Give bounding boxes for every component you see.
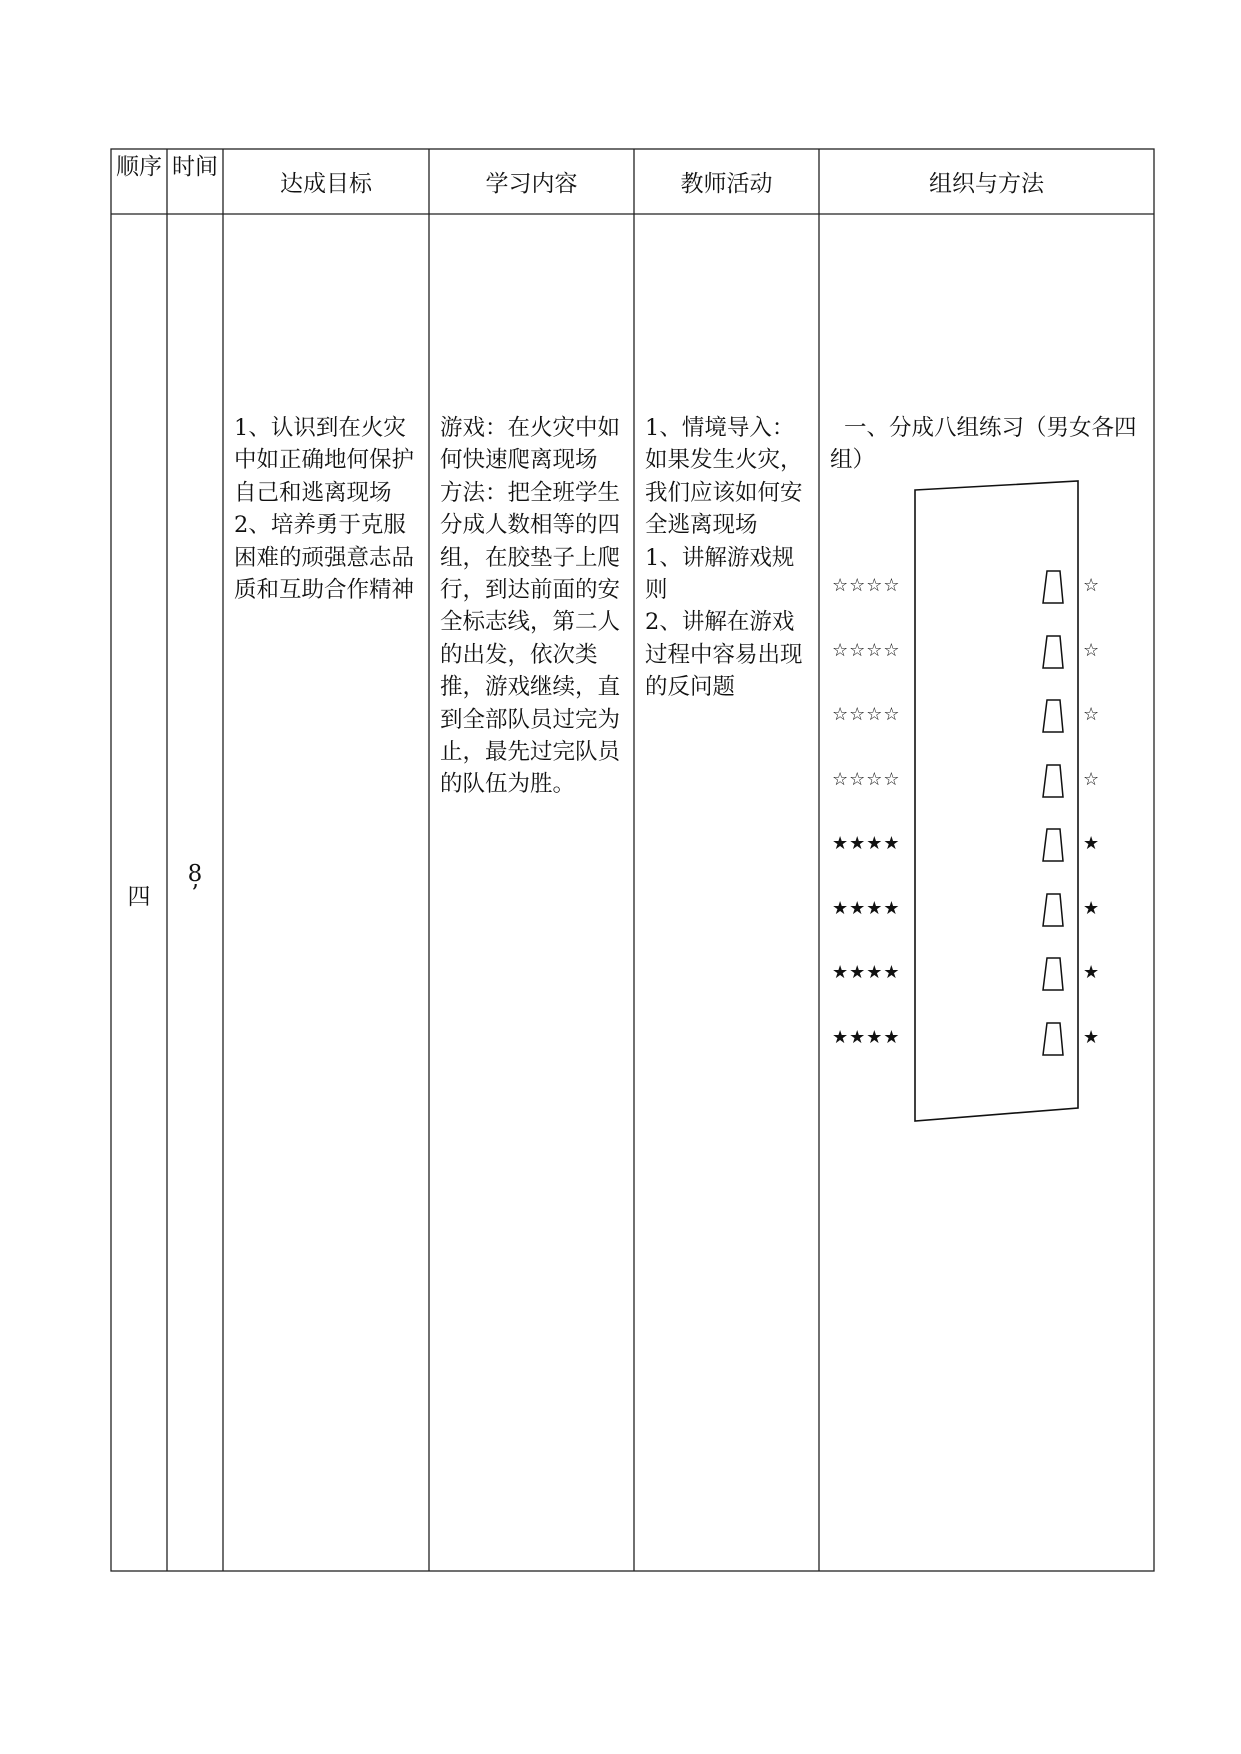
group-stars: ☆☆☆☆: [832, 769, 901, 790]
cone-marker: [1043, 894, 1063, 926]
cone-markers: [1043, 571, 1063, 1055]
row-time: 8 ’: [187, 861, 203, 907]
header-org: 组织与方法: [929, 171, 1044, 197]
group-stars: ★★★★: [832, 898, 901, 919]
row-seq: 四: [127, 884, 151, 910]
cone-marker: [1043, 1023, 1063, 1055]
group-stars: ☆☆☆☆: [832, 575, 901, 596]
row-teacher: 1、情境导入：如果发生火灾，我们应该如何安全逃离现场 1、讲解游戏规则 2、讲解在游戏过程中容易出现的反问题: [645, 415, 803, 701]
group-leader-star: ★: [1083, 833, 1100, 854]
group-leader-star: ☆: [1083, 575, 1100, 596]
group-leader-star: ☆: [1083, 704, 1100, 725]
header-goal: 达成目标: [280, 171, 372, 197]
group-leader-star: ★: [1083, 898, 1100, 919]
cone-marker: [1043, 958, 1063, 990]
group-stars: ☆☆☆☆: [832, 704, 901, 725]
header-seq: 顺序: [116, 154, 162, 180]
cone-marker: [1043, 636, 1063, 668]
cone-marker: [1043, 829, 1063, 861]
group-stars: ★★★★: [832, 962, 901, 983]
row-org-title: 一、分成八组练习（男女各四组）: [830, 415, 1137, 474]
row-content: 游戏：在火灾中如何快速爬离现场 方法：把全班学生分成人数相等的四组，在胶垫子上爬行，到达前面的安全标志线，第二人的出发，依次类推，游戏继续，直到全部队员过完为止，最先过完队员的队伍为胜。: [440, 415, 621, 798]
header-time: 时间: [172, 154, 218, 180]
group-stars: ★★★★: [832, 1027, 901, 1048]
group-leader-star: ★: [1083, 1027, 1100, 1048]
group-stars: ★★★★: [832, 833, 901, 854]
group-leader-star: ☆: [1083, 640, 1100, 661]
cone-marker: [1043, 765, 1063, 797]
header-content: 学习内容: [485, 171, 578, 197]
header-teacher: 教师活动: [680, 171, 773, 197]
row-goal: 1、认识到在火灾中如正确地何保护自己和逃离现场 2、培养勇于克服困难的顽强意志品质和互助合作精神: [234, 415, 415, 604]
cone-marker: [1043, 571, 1063, 603]
cone-marker: [1043, 700, 1063, 732]
group-stars: ☆☆☆☆: [832, 640, 901, 661]
group-leader-star: ☆: [1083, 769, 1100, 790]
field-outline: [915, 481, 1078, 1121]
group-leader-star: ★: [1083, 962, 1100, 983]
table-border: [111, 149, 1154, 1571]
